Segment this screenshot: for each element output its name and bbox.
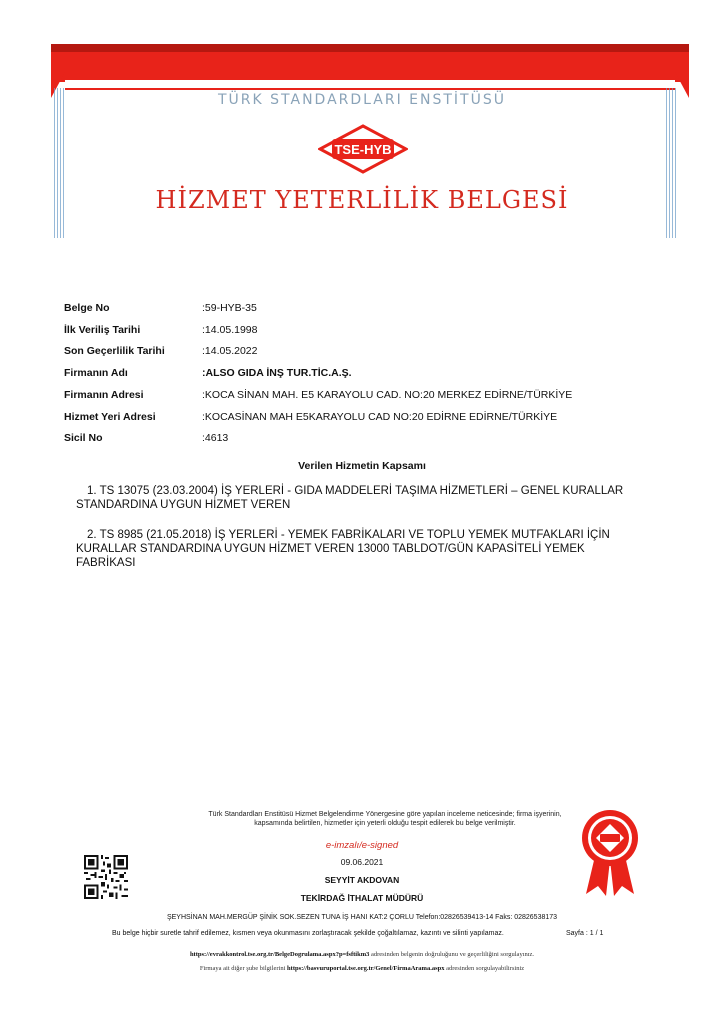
- field-label: İlk Veriliş Tarihi: [64, 324, 141, 336]
- red-frame-lip: [51, 44, 689, 52]
- frame-side-pattern-right: [666, 88, 678, 238]
- field-value: :KOCASİNAN MAH E5KARAYOLU CAD NO:20 EDİRNE EDİRNE/TÜRKİYE: [202, 411, 558, 423]
- branch-line: [0, 965, 724, 972]
- verification-link[interactable]: https://evrakkontrol.tse.org.tr/BelgeDogrulama.aspx?p=fsftikm3: [189, 951, 370, 958]
- branch-link[interactable]: https://basvuruportal.tse.org.tr/Genel/FirmaArama.aspx: [287, 965, 445, 972]
- scope-item: 2. TS 8985 (21.05.2018) İŞ YERLERİ - YEMEK FABRİKALARI VE TOPLU YEMEK MUTFAKLARI İÇİN KURALLAR STANDARDINA UYGUN HİZMET VEREN 13000 TABLDOT/GÜN KAPASİTELİ YEMEK FABRİKASI: [76, 529, 610, 569]
- tamper-warning-text: Bu belge hiçbir suretle tahrif edilemez, kısmen veya okunmasını zorlaştıracak şekilde çoğaltılamaz, kazıntı ve silinti yapılamaz.: [112, 930, 504, 937]
- certification-note: Türk Standardları Enstitüsü Hizmet Belgelendirme Yönergesine göre yapılan inceleme neticesinde; firma işyerinin, kapsamında belirtilen, hizmetler için yeterli olduğu tespit edilerek bu belge verilmiştir.: [208, 811, 562, 827]
- organization-title: TÜRK STANDARDLARI ENSTİTÜSÜ: [217, 92, 506, 108]
- field-value: :ALSO GIDA İNŞ TUR.TİC.A.Ş.: [202, 367, 352, 379]
- qr-code-icon: [84, 855, 128, 899]
- branch-text: adresinden sorgulayabilirsiniz: [446, 965, 525, 972]
- field-label: Hizmet Yeri Adresi: [64, 411, 156, 423]
- field-value: :4613: [202, 432, 229, 444]
- verification-text: adresinden belgenin doğruluğunu ve geçerliliğini sorgulayınız.: [371, 951, 535, 958]
- tse-rosette-seal-icon: [578, 808, 642, 898]
- field-label: Firmanın Adı: [64, 367, 128, 379]
- frame-side-pattern-left: [54, 88, 66, 238]
- field-value: :59-HYB-35: [202, 302, 257, 314]
- field-sicil-no: [64, 432, 664, 448]
- office-address: ŞEYHSİNAN MAH.MERGÜP ŞİNİK SOK.SEZEN TUNA İŞ HANI KAT:2 ÇORLU Telefon:02826539413-14 Faks: 02826538173: [166, 914, 558, 921]
- scope-item: 1. TS 13075 (23.03.2004) İŞ YERLERİ - GIDA MADDELERİ TAŞIMA HİZMETLERİ – GENEL KURALLAR STANDARDINA UYGUN HİZMET VEREN: [76, 485, 624, 511]
- logo-text: TSE-HYB: [334, 142, 392, 157]
- signer-title: TEKİRDAĞ İTHALAT MÜDÜRÜ: [300, 893, 424, 903]
- scope-title: Verilen Hizmetin Kapsamı: [298, 460, 426, 472]
- frame-inner-band: [65, 80, 675, 90]
- document-title: HİZMET YETERLİLİK BELGESİ: [155, 186, 569, 214]
- field-value: :KOCA SİNAN MAH. E5 KARAYOLU CAD. NO:20 MERKEZ EDİRNE/TÜRKİYE: [202, 389, 573, 401]
- field-label: Sicil No: [64, 432, 103, 444]
- field-value: :14.05.1998: [202, 324, 258, 336]
- verification-line: [0, 951, 724, 958]
- field-label: Belge No: [64, 302, 110, 314]
- signature-date: 09.06.2021: [340, 857, 384, 867]
- field-label: Firmanın Adresi: [64, 389, 144, 401]
- tamper-warning: [112, 930, 622, 937]
- field-ilk-verilis-tarihi: [64, 324, 664, 340]
- field-firma-adresi: [64, 389, 664, 405]
- signer-name: SEYYİT AKDOVAN: [324, 875, 400, 885]
- page-number: Sayfa : 1 / 1: [566, 930, 604, 937]
- field-belge-no: [64, 302, 664, 318]
- field-son-gecerlilik-tarihi: [64, 345, 664, 361]
- tse-hyb-logo-icon: [318, 124, 408, 174]
- field-value: :14.05.2022: [202, 345, 258, 357]
- branch-prefix: Firmaya ait diğer şube bilgilerini: [199, 965, 286, 972]
- field-hizmet-yeri-adresi: [64, 411, 664, 427]
- field-firma-adi: [64, 367, 664, 383]
- field-label: Son Geçerlilik Tarihi: [64, 345, 165, 357]
- e-signature-label: e-imzalı/e-signed: [325, 840, 399, 851]
